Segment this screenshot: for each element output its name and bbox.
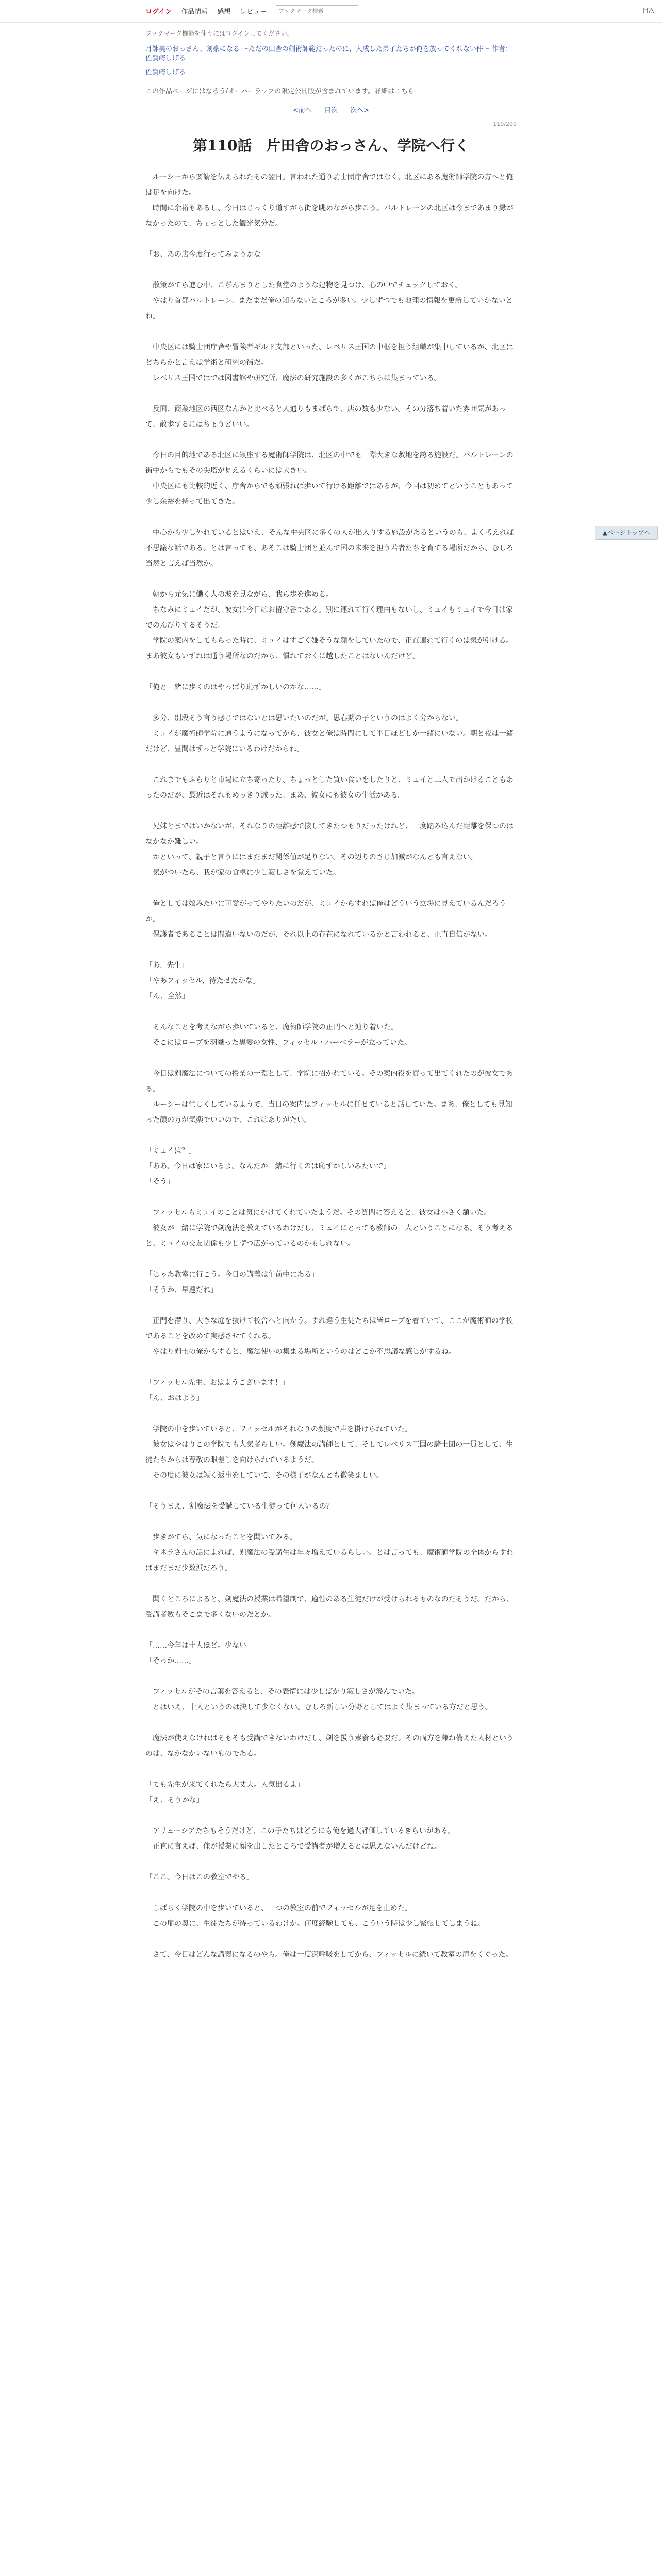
author-name[interactable]: 佐賀崎しげる	[145, 69, 186, 76]
chapter-title: 第110話 片田舎のおっさん、学院へ行く	[192, 137, 470, 154]
paragraph: 「え、そうかな」	[145, 1796, 204, 1804]
paragraph: やはり首都バルトレーン、まだまだ俺の知らないところが多い。少しずつでも地理の情報を更新していかないとね。	[145, 297, 513, 320]
chapter-count: 110/299	[493, 121, 517, 127]
top-bar	[0, 0, 662, 23]
paragraph: 「そうまえ、剣魔法を受講している生徒って何人いるの？」	[145, 1502, 341, 1511]
paragraph: とはいえ、十人というのは決して少なくない。むしろ新しい分野としてはよく集まっている方だと思う。	[145, 1703, 492, 1711]
paragraph	[145, 1406, 517, 1421]
paragraph: 「俺と一緒に歩くのはやっぱり恥ずかしいのかな……」	[145, 683, 326, 691]
paragraph: 「そっか……」	[145, 1657, 196, 1665]
paragraph	[145, 231, 517, 247]
paragraph	[145, 1576, 517, 1591]
paragraph	[145, 1360, 517, 1375]
series-title-link[interactable]: 月詠美のおっさん、剣豪になる 〜ただの田舎の剣術師範だったのに、大成した弟子たちが俺を放ってくれない件〜 作者：佐賀崎しげる	[145, 45, 512, 62]
paragraph: 「お、あの店今度行ってみようかな」	[145, 250, 268, 259]
paragraph: ミュイが魔術師学院に通うようになってから、彼女と俺は時間にして半日ほどしか一緒にいない。朝と夜は一緒だけど、昼間はずっと学院にいるわけだからね。	[145, 730, 514, 753]
paragraph: 「そうか、早速だね」	[145, 1286, 218, 1294]
paragraph: これまでもふらりと市場に立ち寄ったり、ちょっとした買い食いをしたりと、ミュイと二人で出かけることもあったのだが、最近はそれもめっきり減った。まあ、彼女にも彼女の生活がある。	[145, 776, 514, 800]
paragraph	[145, 324, 517, 340]
paragraph	[145, 1761, 517, 1777]
paragraph	[145, 571, 517, 587]
paragraph: 「ん、全然」	[145, 992, 189, 1001]
paragraph: 「……今年は十人ほど。少ない」	[145, 1641, 254, 1650]
paragraph: 「じゃあ教室に行こう。今日の講義は午前中にある」	[145, 1270, 319, 1279]
login-link[interactable]: ログイン	[145, 8, 172, 16]
paragraph: 今日の目的地である北区に鎮座する魔術師学院は、北区の中でも一際大きな敷地を誇る施設だ。バルトレーンの街中からでもその尖塔が見えるくらいには大きい。	[145, 451, 514, 475]
paragraph: 兄妹とまではいかないが、それなりの距離感で接してきたつもりだったけれど、一度踏み込んだ距離を保つのはなかなか難しい。	[145, 822, 514, 846]
paragraph	[145, 803, 517, 819]
paragraph	[145, 432, 517, 448]
paragraph	[145, 757, 517, 772]
paragraph	[145, 695, 517, 710]
paragraph: フィッセルもミュイのことは気にかけてくれていたようだ。その質問に答えると、彼女は小さく頷いた。	[145, 1209, 491, 1217]
paragraph: キネラさんの話によれば、剣魔法の受講生は年々増えているらしい。とは言っても、魔術師学院の全体からすればまだまだ少数派だろう。	[145, 1549, 514, 1572]
paragraph	[145, 1251, 517, 1267]
paragraph	[145, 1004, 517, 1020]
paragraph: 気がついたら、我が家の食卓に少し寂しさを覚えていた。	[145, 869, 340, 877]
paragraph: 中心から少し外れているとはいえ、そんな中央区に多くの人が出入りする施設があるというのも、よく考えれば不思議な話である。とは言っても、あそこは騎士団と並んで国の未来を担う若者たちを育てる場所だから、むしろ当然と言えば当然か。	[145, 529, 514, 568]
paragraph: 学院の中を歩いていると、フィッセルがそれなりの頻度で声を掛けられていた。	[145, 1425, 412, 1433]
paragraph: 彼女が一緒に学院で剣魔法を教えているわけだし、ミュイにとっても教師の一人ということになる。そう考えると、ミュイの交友関係も少しずつ広がっているのかもしれない。	[145, 1224, 514, 1248]
paragraph	[145, 1885, 517, 1901]
scroll-top-button[interactable]: ▲ページトップへ	[595, 526, 658, 540]
paragraph: この扉の奥に、生徒たちが待っているわけか。何度経験しても、こういう時は少し緊張してしまうね。	[145, 1920, 485, 1928]
paragraph	[145, 1190, 517, 1205]
paragraph	[145, 510, 517, 525]
paragraph	[145, 1931, 517, 1947]
paragraph: アリューシアたちもそうだけど、この子たちはどうにも俺を過大評価しているきらいがある。	[145, 1827, 455, 1835]
paragraph: 中央区には騎士団庁舎や冒険者ギルド支部といった、レベリス王国の中枢を担う組織が集中しているが、北区はどちらかと言えば学術と研究の街だ。	[145, 343, 514, 367]
paragraph: 正直に言えば、俺が授業に顔を出したところで受講者が増えるとは思えないんだけどね。	[145, 1842, 441, 1851]
paragraph: 「ここ。今日はこの教室でやる」	[145, 1873, 254, 1882]
bookmark-search-input[interactable]	[276, 5, 358, 16]
paragraph: 俺としては娘みたいに可愛がってやりたいのだが、ミュイからすれば俺はどういう立場に見えているんだろうか。	[145, 900, 506, 923]
login-notice: ブックマーク機能を使うにはログインしてください。	[145, 30, 293, 37]
paragraph: 今日は剣魔法についての授業の一環として、学院に招かれている。その案内役を買って出てくれたのが彼女である。	[145, 1070, 514, 1093]
paragraph	[145, 942, 517, 958]
paragraph: 「フィッセル先生、おはようございます！」	[145, 1379, 289, 1387]
next-link[interactable]: 次へ>	[350, 107, 370, 114]
paragraph: 「でも先生が来てくれたら大丈夫。人気出るよ」	[145, 1781, 304, 1789]
top-nav	[145, 5, 358, 16]
paragraph: さて、今日はどんな講義になるのやら。俺は一度深呼吸をしてから、フィッセルに続いて教室の扉をくぐった。	[145, 1951, 513, 1959]
paragraph: その度に彼女は短く返事をしていて、その様子がなんとも微笑ましい。	[145, 1471, 384, 1480]
nav-item-review[interactable]: レビュー	[240, 8, 267, 16]
paragraph	[145, 1808, 517, 1823]
nav-item-impressions[interactable]: 感想	[217, 8, 231, 16]
paragraph: 彼女はやはりこの学院でも人気者らしい。剣魔法の講師として、そしてレベリス王国の騎士団の一員として、生徒たちからは尊敬の眼差しを向けられているようだ。	[145, 1440, 514, 1464]
paragraph: 中央区にも比較的近く、庁舎からでも頑張れば歩いて行ける距離ではあるが、今回は初めてということもあって少し余裕を持って出てきた。	[145, 482, 514, 506]
pager-top	[145, 105, 517, 114]
paragraph: そこにはローブを羽織った黒髪の女性、フィッセル・ハーベラーが立っていた。	[145, 1039, 412, 1047]
paragraph: かといって、親子と言うにはまだまだ関係値が足りない。その辺りのさじ加減がなんとも言えない。	[145, 853, 477, 861]
paragraph: 「あ、先生」	[145, 961, 189, 970]
paragraph	[145, 1050, 517, 1066]
paragraph: そんなことを考えながら歩いていると、魔術師学院の正門へと辿り着いた。	[145, 1023, 398, 1031]
paragraph: ちなみにミュイだが、彼女は今日はお留守番である。別に連れて行く理由もないし、ミュイもミュイで今日は家でのんびりするそうだ。	[145, 606, 514, 630]
paragraph: ルーシーから要請を伝えられたその翌日。言われた通り騎士団庁舎ではなく、北区にある魔術師学院の方へと俺は足を向けた。	[145, 173, 514, 197]
paragraph: 「ミュイは？」	[145, 1147, 196, 1155]
toc-link[interactable]: 目次	[642, 7, 655, 14]
chapter-body	[145, 170, 517, 1962]
paragraph: ルーシーは忙しくしているようで、当日の案内はフィッセルに任せていると話していた。まあ、俺としても見知った顔の方が気楽でいいので、これはありがたい。	[145, 1100, 512, 1124]
paragraph: レベリス王国ではでは図書館や研究所、魔法の研究施設の多くがこちらに集まっている。	[145, 374, 441, 382]
paragraph: フィッセルがその言葉を答えると、その表情には少しばかり寂しさが滲んでいた。	[145, 1688, 419, 1696]
paragraph	[145, 880, 517, 896]
paragraph	[145, 1514, 517, 1530]
paragraph: 「ん、おはよう」	[145, 1394, 204, 1402]
toc-link-pager[interactable]: 目次	[324, 107, 338, 114]
paragraph	[145, 1669, 517, 1684]
paragraph: 反面、商業地区の西区なんかと比べると人通りもまばらで、店の数も少ない。その分落ち着いた雰囲気があって、散歩するにはちょうどいい。	[145, 405, 506, 429]
disclaimer: この作品ページにはなろう/オーバーラップの限定公開版が含まれています。詳細はこちら	[145, 88, 415, 95]
paragraph	[145, 1715, 517, 1731]
paragraph: 魔法が使えなければそもそも受講できないわけだし、剣を扱う素養も必要だ。その両方を兼ね備えた人材というのは、なかなかいないものである。	[145, 1734, 514, 1758]
paragraph: やはり剣士の俺からすると、魔法使いの集まる場所というのはどこか不思議な感じがするね。	[145, 1348, 456, 1356]
paragraph	[145, 1854, 517, 1870]
paragraph: 多分、別段そう言う感じではないとは思いたいのだが。思春期の子というのはよく分からない。	[145, 714, 463, 722]
paragraph	[145, 1298, 517, 1313]
prev-link[interactable]: <前へ	[292, 107, 312, 114]
paragraph	[145, 1128, 517, 1143]
paragraph: 時間に余裕もあるし、今日はじっくり道すがら街を眺めながら歩こう。バルトレーンの北区は今まであまり縁がなかったので、ちょっとした観光気分だ。	[145, 204, 514, 228]
paragraph: 散策がてら進む中、こぢんまりとした食堂のような建物を見つけ、心の中でチェックしておく。	[145, 281, 462, 290]
paragraph	[145, 386, 517, 401]
content	[145, 29, 517, 1962]
paragraph	[145, 664, 517, 680]
paragraph: 「ああ、今日は家にいるよ。なんだか一緒に行くのは恥ずかしいみたいで」	[145, 1162, 391, 1171]
paragraph: 「そう」	[145, 1178, 174, 1186]
paragraph: 「やあフィッセル、待たせたかな」	[145, 977, 260, 985]
paragraph: 歩きがてら、気になったことを聞いてみる。	[145, 1533, 297, 1541]
paragraph	[145, 1483, 517, 1499]
paragraph: 聞くところによると、剣魔法の授業は希望制で、適性のある生徒だけが受けられるものなのだそうだ。だから、受講者数もそこまで多くないのだとか。	[145, 1595, 514, 1619]
paragraph: 保護者であることは間違いないのだが、それ以上の存在になれているかと言われると、正直自信がない。	[145, 930, 492, 939]
paragraph: しばらく学院の中を歩いていると、一つの教室の前でフィッセルが足を止めた。	[145, 1904, 412, 1912]
paragraph: 朝から元気に働く人の波を見ながら、我ら歩を進める。	[145, 590, 333, 599]
nav-item-info[interactable]: 作品情報	[181, 8, 208, 16]
paragraph: 正門を潜り、大きな庭を抜けて校舎へと向かう。すれ違う生徒たちは皆ローブを着ていて、ここが魔術師の学校であることを改めて実感させてくれる。	[145, 1317, 514, 1341]
paragraph	[145, 262, 517, 278]
paragraph	[145, 1622, 517, 1638]
paragraph: 学院の案内をしてもらった時に、ミュイはすごく嫌そうな顔をしていたので、正直連れて行くのは気が引ける。まあ彼女もいずれは通う場所なのだから、慣れておくに越したことはないんだけど。	[145, 637, 514, 660]
